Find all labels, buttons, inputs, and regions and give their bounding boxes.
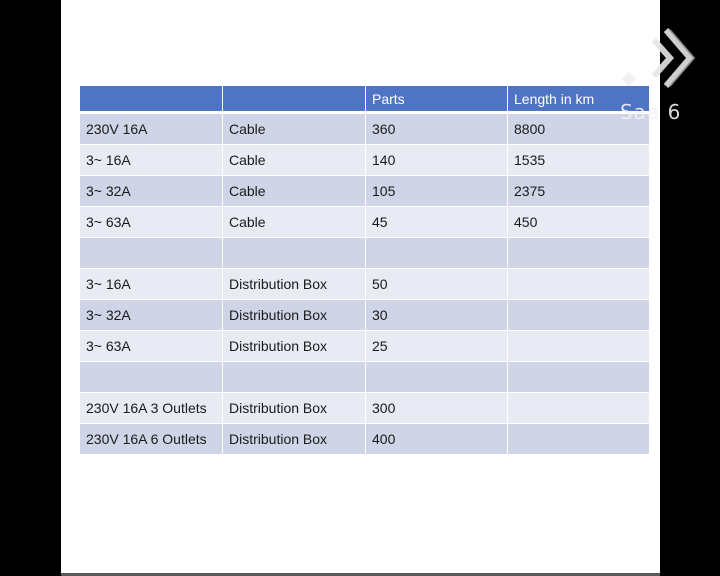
table-cell: 400 — [366, 424, 508, 455]
table-row — [80, 424, 649, 455]
table-cell: 230V 16A 3 Outlets — [80, 393, 223, 424]
header-cell-length: Length in km — [508, 86, 649, 114]
table-cell: Distribution Box — [223, 269, 366, 300]
table-cell: Distribution Box — [223, 424, 366, 455]
table-cell — [366, 238, 508, 269]
table-cell — [80, 362, 223, 393]
table-cell — [508, 300, 649, 331]
header-cell-item — [223, 86, 366, 114]
parts-table — [80, 86, 649, 455]
table-cell: 360 — [366, 114, 508, 145]
table-cell: 30 — [366, 300, 508, 331]
table-cell: 140 — [366, 145, 508, 176]
table-cell: 50 — [366, 269, 508, 300]
table-cell: 3~ 32A — [80, 300, 223, 331]
table-cell: 8800 — [508, 114, 649, 145]
header-cell-parts: Parts — [366, 86, 508, 114]
table-row — [80, 176, 649, 207]
table-cell: 3~ 32A — [80, 176, 223, 207]
table-cell — [366, 362, 508, 393]
table-cell: 105 — [366, 176, 508, 207]
table-cell: Cable — [223, 207, 366, 238]
table-cell: 3~ 63A — [80, 207, 223, 238]
table-cell — [508, 331, 649, 362]
table-cell: 230V 16A — [80, 114, 223, 145]
table-row-empty — [80, 238, 649, 269]
table-row — [80, 269, 649, 300]
table-cell: Cable — [223, 145, 366, 176]
table-cell: Cable — [223, 114, 366, 145]
table-cell — [508, 238, 649, 269]
table-cell — [80, 238, 223, 269]
table-cell: 3~ 16A — [80, 145, 223, 176]
table-cell — [508, 424, 649, 455]
table-row — [80, 114, 649, 145]
table-cell: 300 — [366, 393, 508, 424]
table-cell — [508, 269, 649, 300]
table-cell: 230V 16A 6 Outlets — [80, 424, 223, 455]
table-cell: Distribution Box — [223, 300, 366, 331]
table-cell — [223, 238, 366, 269]
table-cell: 25 — [366, 331, 508, 362]
table-cell: 3~ 63A — [80, 331, 223, 362]
header-cell-type — [80, 86, 223, 114]
table-cell: Distribution Box — [223, 331, 366, 362]
table-header-row — [80, 86, 649, 114]
table-row — [80, 300, 649, 331]
table-row — [80, 393, 649, 424]
table-cell — [508, 393, 649, 424]
table-row — [80, 145, 649, 176]
table-cell — [508, 362, 649, 393]
table-cell: 3~ 16A — [80, 269, 223, 300]
table-cell — [223, 362, 366, 393]
table-cell: 450 — [508, 207, 649, 238]
table-row-empty — [80, 362, 649, 393]
table-row — [80, 331, 649, 362]
table-cell: Distribution Box — [223, 393, 366, 424]
channel-logo-text: Saa 6 — [620, 100, 682, 124]
table-cell: 2375 — [508, 176, 649, 207]
table-cell: 1535 — [508, 145, 649, 176]
table-cell: Cable — [223, 176, 366, 207]
table-row — [80, 207, 649, 238]
table-cell: 45 — [366, 207, 508, 238]
